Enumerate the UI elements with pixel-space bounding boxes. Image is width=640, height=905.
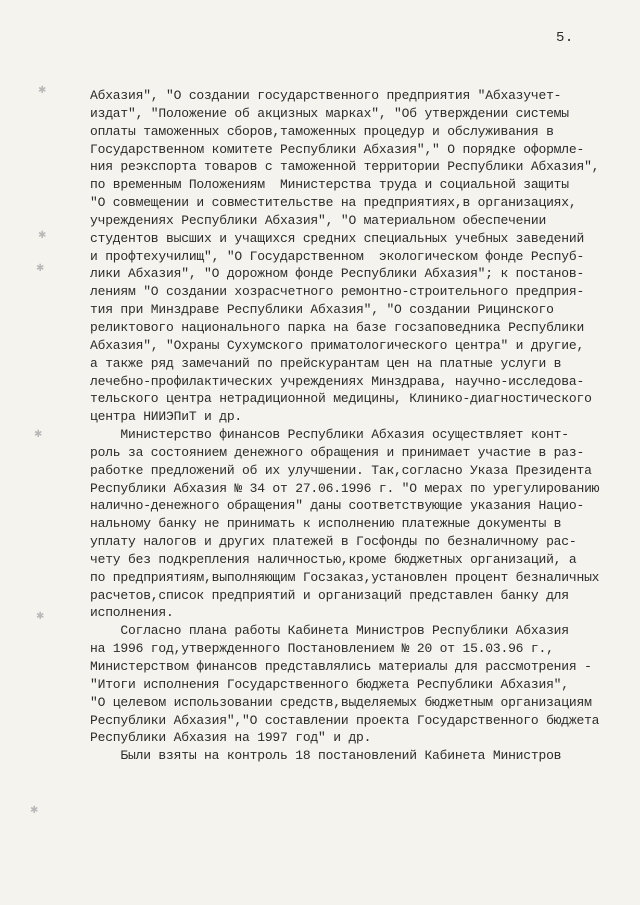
text-line: расчетов,список предприятий и организаций представлен банку для [90, 587, 569, 603]
text-line: Государственном комитете Республики Абхазия"," О порядке оформле- [90, 141, 585, 157]
text-line: тельского центра нетрадиционной медицины, Клинико-диагностического [90, 391, 592, 407]
text-line: оплаты таможенных сборов,таможенных процедур и обслуживания в [90, 123, 554, 139]
text-line: налично-денежного обращения" даны соответствующие указания Нацио- [90, 498, 585, 514]
text-line: исполнения. [90, 605, 174, 621]
text-line: Республики Абхазия","О составлении проекта Государственного бюджета [90, 712, 600, 728]
text-line: ния реэкспорта товаров с таможенной территории Республики Абхазия", [90, 159, 600, 175]
document-body [90, 87, 635, 765]
text-line: реликтового национального парка на базе госзаповедника Республики [90, 319, 585, 335]
punch-mark-2: ✱ [38, 230, 47, 241]
text-line: на 1996 год,утвержденного Постановлением № 20 от 15.03.96 г., [90, 641, 554, 657]
text-line: тия при Минздраве Республики Абхазия", "О создании Рицинского [90, 302, 554, 318]
punch-mark-5: ✱ [36, 611, 45, 622]
text-line: лики Абхазия", "О дорожном фонде Республики Абхазия"; к постанов- [90, 266, 585, 282]
page-number: 5. [556, 30, 574, 46]
text-line: "О совмещении и совместительстве на предприятиях,в организациях, [90, 195, 577, 211]
text-line: Абхазия", "Охраны Сухумского приматологического центра" и другие, [90, 337, 585, 353]
text-line: по предприятиям,выполняющим Госзаказ,установлен процент безналичных [90, 569, 600, 585]
punch-mark-1: ✱ [38, 85, 47, 96]
text-line: уплату налогов и других платежей в Госфонды по безналичному рас- [90, 534, 577, 550]
text-line: Были взяты на контроль 18 постановлений Кабинета Министров [90, 748, 562, 764]
text-line: центра НИИЭПиТ и др. [90, 409, 243, 425]
text-line: Министерством финансов представлялись материалы для рассмотрения - [90, 659, 592, 674]
text-line: работке предложений об их улучшении. Так,согласно Указа Президента [90, 462, 592, 478]
punch-mark-3: ✱ [36, 263, 45, 274]
text-line: студентов высших и учащихся средних специальных учебных заведений [90, 230, 585, 246]
text-line: Республики Абхазия на 1997 год" и др. [90, 730, 372, 746]
text-line: чету без подкрепления наличностью,кроме бюджетных организаций, а [90, 551, 577, 567]
punch-mark-6: ✱ [30, 805, 39, 816]
text-line: и профтехучилищ", "О Государственном экологическом фонде Респуб- [90, 248, 585, 264]
text-line: лечебно-профилактических учреждениях Минздрава, научно-исследова- [90, 373, 585, 389]
text-line: Министерство финансов Республики Абхазия осуществляет конт- [90, 427, 569, 443]
text-line: "О целевом использовании средств,выделяемых бюджетным организациям [90, 694, 592, 710]
text-line: роль за состоянием денежного обращения и принимает участие в раз- [90, 444, 585, 460]
text-line: Абхазия", "О создании государственного предприятия "Абхазучет- [90, 88, 562, 103]
text-line: по временным Положениям Министерства труда и социальной защиты [90, 177, 569, 193]
punch-mark-4: ✱ [34, 429, 43, 440]
text-line: лениям "О создании хозрасчетного ремонтно-строительного предприя- [90, 284, 585, 300]
text-line: учреждениях Республики Абхазия", "О материальном обеспечении [90, 212, 547, 228]
text-line: Согласно плана работы Кабинета Министров Республики Абхазия [90, 623, 569, 639]
text-line: а также ряд замечаний по прейскурантам цен на платные услуги в [90, 355, 562, 371]
text-line: Республики Абхазия № 34 от 27.06.1996 г. "О мерах по урегулированию [90, 480, 600, 496]
text-line: издат", "Положение об акцизных марках", "Об утверждении системы [90, 105, 569, 121]
text-line: "Итоги исполнения Государственного бюджета Республики Абхазия", [90, 676, 569, 692]
text-line: нальному банку не принимать к исполнению платежные документы в [90, 516, 562, 532]
